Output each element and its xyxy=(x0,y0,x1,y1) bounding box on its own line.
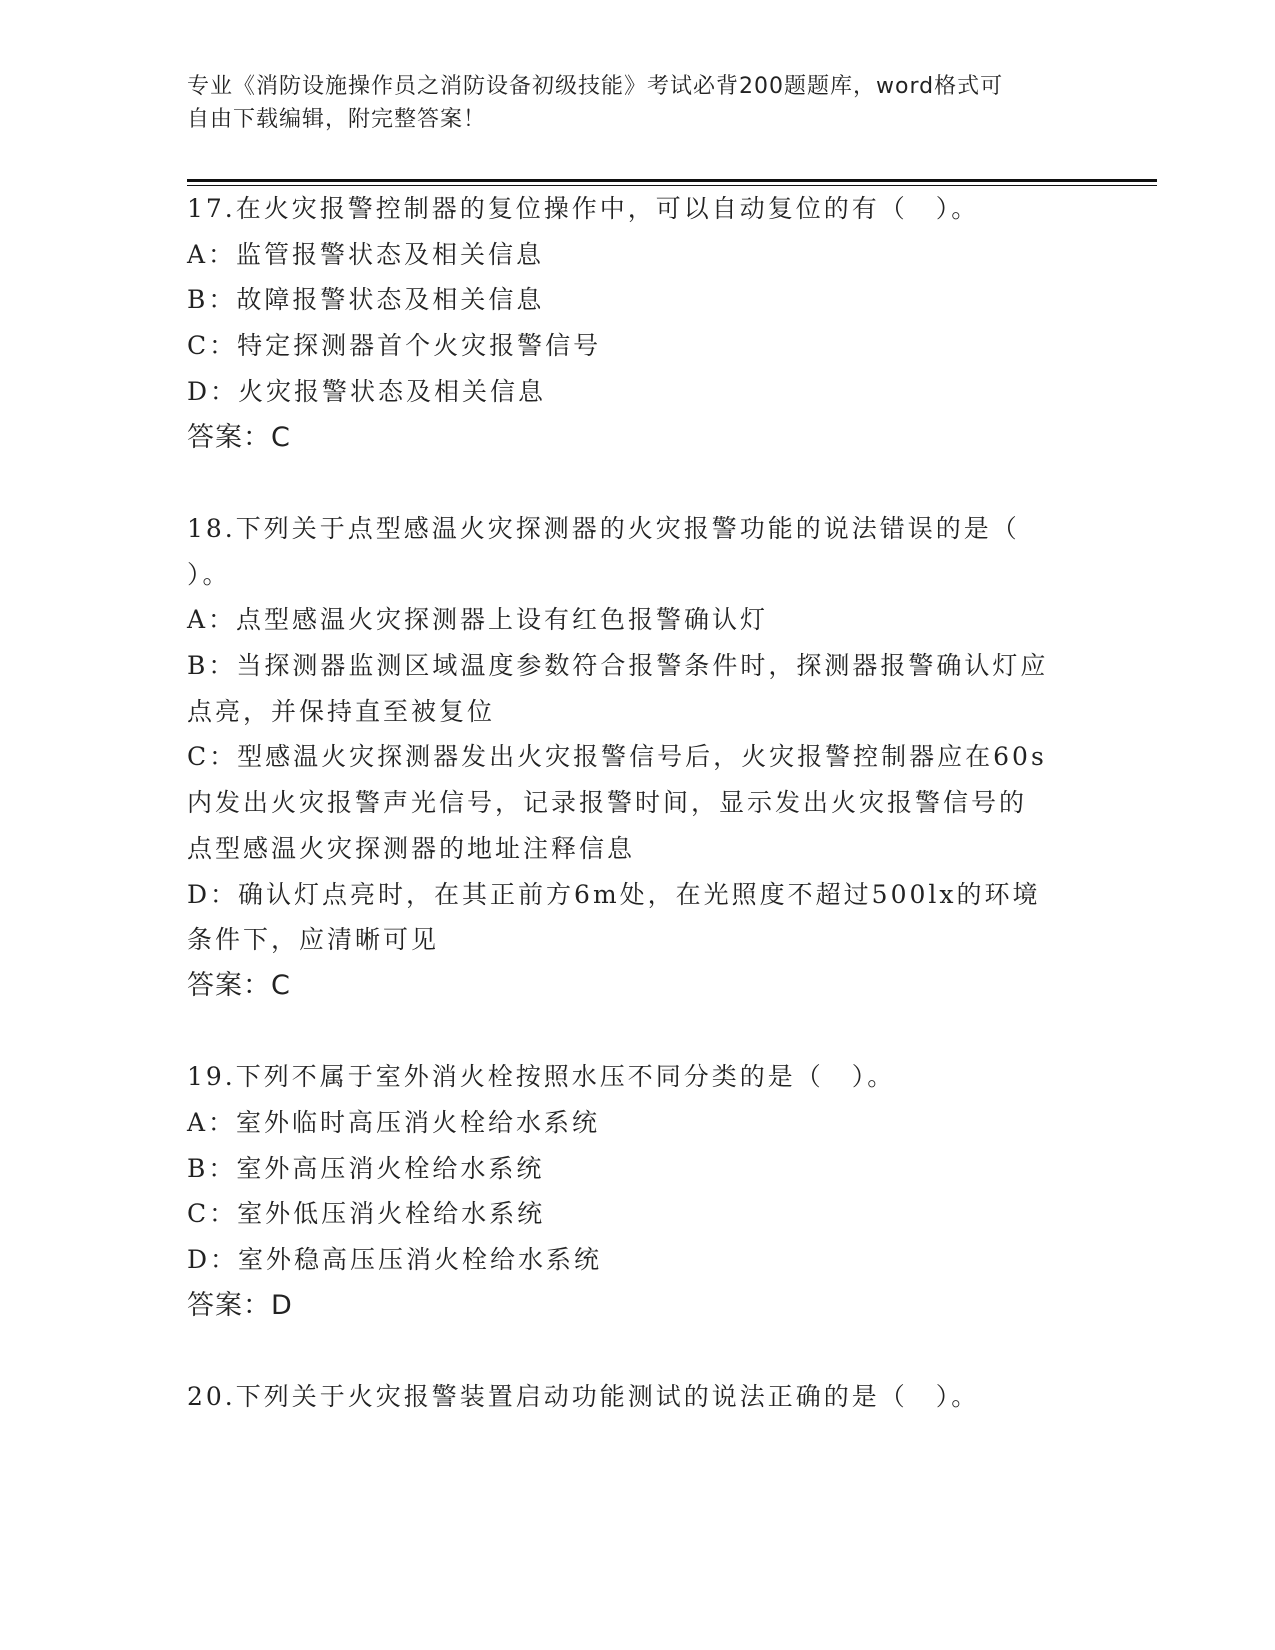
option-b: B：室外高压消火栓给水系统 xyxy=(187,1153,545,1183)
question-18 xyxy=(187,506,1087,1009)
spacer xyxy=(187,460,1087,506)
question-17 xyxy=(187,186,1087,460)
option-a: A：监管报警状态及相关信息 xyxy=(187,239,545,269)
question-19 xyxy=(187,1054,1087,1328)
option-d-continued: 条件下，应清晰可见 xyxy=(187,925,440,955)
option-c: C：室外低压消火栓给水系统 xyxy=(187,1199,546,1229)
question-stem: 18.下列关于点型感温火灾探测器的火灾报警功能的说法错误的是（ xyxy=(187,513,1020,543)
option-c: C：特定探测器首个火灾报警信号 xyxy=(187,331,602,361)
option-b: B：故障报警状态及相关信息 xyxy=(187,285,545,315)
header-divider-thick xyxy=(187,179,1157,182)
question-stem: 17.在火灾报警控制器的复位操作中，可以自动复位的有（ ）。 xyxy=(187,194,980,223)
question-stem-continued: ）。 xyxy=(187,559,231,589)
question-stem: 19.下列不属于室外消火栓按照水压不同分类的是（ ）。 xyxy=(187,1062,896,1092)
option-d: D：火灾报警状态及相关信息 xyxy=(187,376,547,406)
option-d: D：室外稳高压压消火栓给水系统 xyxy=(187,1245,603,1275)
answer: 答案：C xyxy=(187,421,291,453)
option-c-continued: 点型感温火灾探测器的地址注释信息 xyxy=(187,833,636,863)
header-line-1: 专业《消防设施操作员之消防设备初级技能》考试必背200题题库，word格式可 xyxy=(187,74,1004,99)
answer: 答案：C xyxy=(187,969,291,1001)
option-c: C：型感温火灾探测器发出火灾报警信号后，火灾报警控制器应在60s xyxy=(187,742,1047,772)
option-c-continued: 内发出火灾报警声光信号，记录报警时间，显示发出火灾报警信号的 xyxy=(187,788,1028,818)
question-stem: 20.下列关于火灾报警装置启动功能测试的说法正确的是（ ）。 xyxy=(187,1382,980,1412)
option-d: D：确认灯点亮时，在其正前方6m处，在光照度不超过500lx的环境 xyxy=(187,879,1041,909)
option-a: A：室外临时高压消火栓给水系统 xyxy=(187,1108,601,1138)
question-list xyxy=(187,186,1087,1420)
spacer xyxy=(187,1009,1087,1055)
answer: 答案：D xyxy=(187,1289,293,1321)
option-a: A：点型感温火灾探测器上设有红色报警确认灯 xyxy=(187,605,769,635)
spacer xyxy=(187,1329,1087,1375)
header-line-2: 自由下载编辑，附完整答案！ xyxy=(187,107,487,132)
document-header xyxy=(187,70,1067,136)
option-b-continued: 点亮，并保持直至被复位 xyxy=(187,696,496,726)
option-b: B：当探测器监测区域温度参数符合报警条件时，探测器报警确认灯应 xyxy=(187,651,1049,681)
question-20 xyxy=(187,1374,1087,1420)
